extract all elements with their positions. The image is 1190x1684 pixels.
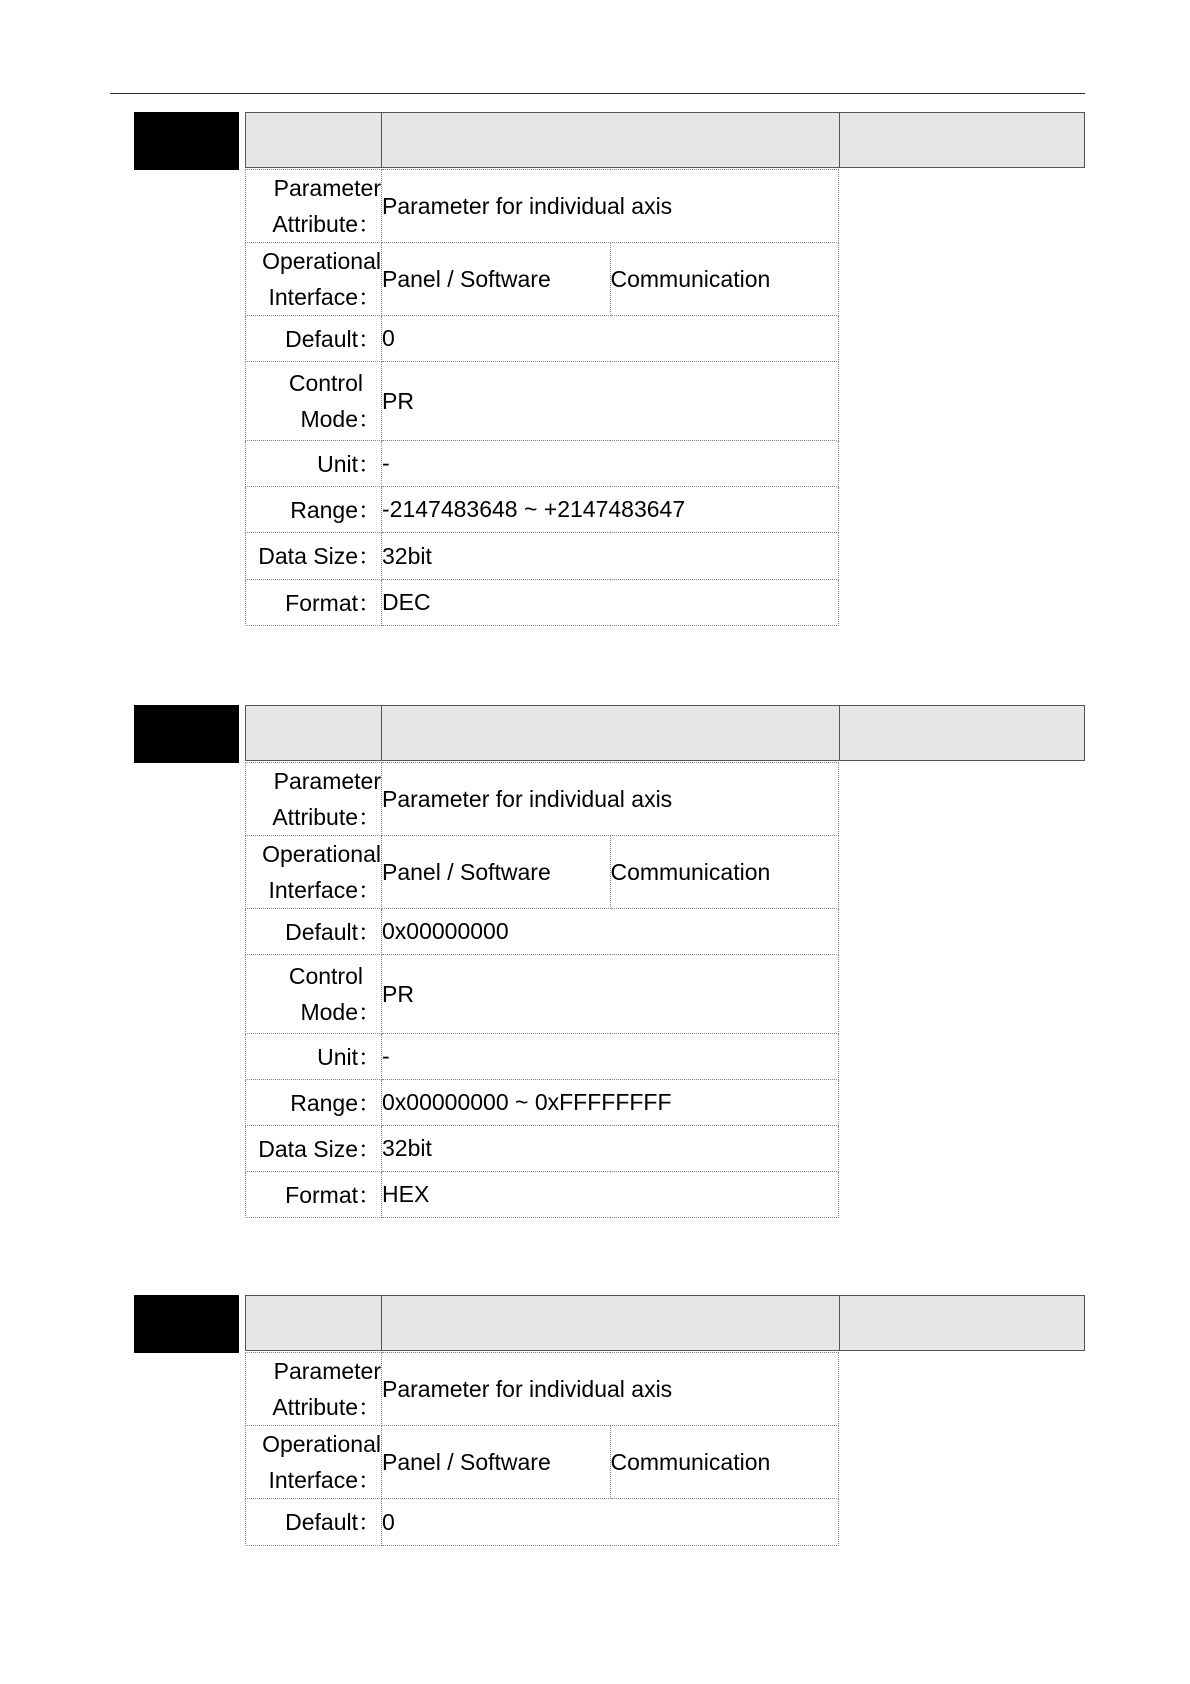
- row-default: [246, 1499, 839, 1546]
- header-cell-address: [839, 112, 1085, 168]
- row-format: [246, 1172, 839, 1218]
- row-range: [246, 487, 839, 533]
- value-control-mode: PR: [382, 955, 839, 1034]
- attribute-table: [245, 762, 839, 1218]
- header-cell-name: [381, 1295, 840, 1351]
- attribute-table: [245, 169, 839, 626]
- parameter-header-row: [245, 112, 1085, 168]
- label-control-mode: Control Mode：: [246, 362, 382, 441]
- header-cell-address: [839, 1295, 1085, 1351]
- value-interface-communication: Communication: [610, 1426, 839, 1499]
- parameter-header-row: [245, 1295, 1085, 1351]
- row-parameter-attribute: [246, 763, 839, 836]
- row-unit: [246, 1034, 839, 1080]
- row-format: [246, 580, 839, 626]
- label-parameter-attribute: Parameter Attribute：: [246, 170, 382, 243]
- value-data-size: 32bit: [382, 533, 839, 580]
- row-parameter-attribute: [246, 1353, 839, 1426]
- label-data-size: Data Size：: [246, 1126, 382, 1172]
- row-control-mode: [246, 955, 839, 1034]
- row-unit: [246, 441, 839, 487]
- label-unit: Unit：: [246, 441, 382, 487]
- value-data-size: 32bit: [382, 1126, 839, 1172]
- row-default: [246, 909, 839, 955]
- label-default: Default：: [246, 909, 382, 955]
- header-cell-name: [381, 112, 840, 168]
- attribute-table: [245, 1352, 839, 1546]
- value-parameter-attribute: Parameter for individual axis: [382, 763, 839, 836]
- row-data-size: [246, 1126, 839, 1172]
- label-default: Default：: [246, 1499, 382, 1546]
- value-interface-panel: Panel / Software: [382, 1426, 611, 1499]
- row-default: [246, 316, 839, 362]
- value-interface-communication: Communication: [610, 836, 839, 909]
- value-range: -2147483648 ~ +2147483647: [382, 487, 839, 533]
- value-control-mode: PR: [382, 362, 839, 441]
- header-cell-address: [839, 705, 1085, 761]
- label-operational-interface: Operational Interface：: [246, 243, 382, 316]
- header-cell-name: [381, 705, 840, 761]
- label-format: Format：: [246, 580, 382, 626]
- value-default: 0: [382, 1499, 839, 1546]
- label-parameter-attribute: Parameter Attribute：: [246, 763, 382, 836]
- value-interface-panel: Panel / Software: [382, 243, 611, 316]
- value-format: DEC: [382, 580, 839, 626]
- row-control-mode: [246, 362, 839, 441]
- header-cell-code: [245, 705, 382, 761]
- parameter-id-box: [134, 112, 239, 170]
- value-parameter-attribute: Parameter for individual axis: [382, 1353, 839, 1426]
- label-operational-interface: Operational Interface：: [246, 1426, 382, 1499]
- label-parameter-attribute: Parameter Attribute：: [246, 1353, 382, 1426]
- parameter-header-row: [245, 705, 1085, 761]
- label-control-mode: Control Mode：: [246, 955, 382, 1034]
- label-default: Default：: [246, 316, 382, 362]
- header-cell-code: [245, 1295, 382, 1351]
- row-operational-interface: [246, 1426, 839, 1499]
- parameter-id-box: [134, 1295, 239, 1353]
- value-format: HEX: [382, 1172, 839, 1218]
- label-format: Format：: [246, 1172, 382, 1218]
- value-unit: -: [382, 1034, 839, 1080]
- label-data-size: Data Size：: [246, 533, 382, 580]
- value-interface-communication: Communication: [610, 243, 839, 316]
- value-interface-panel: Panel / Software: [382, 836, 611, 909]
- row-operational-interface: [246, 243, 839, 316]
- value-parameter-attribute: Parameter for individual axis: [382, 170, 839, 243]
- row-parameter-attribute: [246, 170, 839, 243]
- row-range: [246, 1080, 839, 1126]
- value-range: 0x00000000 ~ 0xFFFFFFFF: [382, 1080, 839, 1126]
- value-default: 0: [382, 316, 839, 362]
- row-data-size: [246, 533, 839, 580]
- parameter-id-box: [134, 705, 239, 763]
- label-range: Range：: [246, 487, 382, 533]
- header-cell-code: [245, 112, 382, 168]
- label-range: Range：: [246, 1080, 382, 1126]
- label-unit: Unit：: [246, 1034, 382, 1080]
- label-operational-interface: Operational Interface：: [246, 836, 382, 909]
- value-unit: -: [382, 441, 839, 487]
- value-default: 0x00000000: [382, 909, 839, 955]
- header-rule: [110, 93, 1085, 94]
- row-operational-interface: [246, 836, 839, 909]
